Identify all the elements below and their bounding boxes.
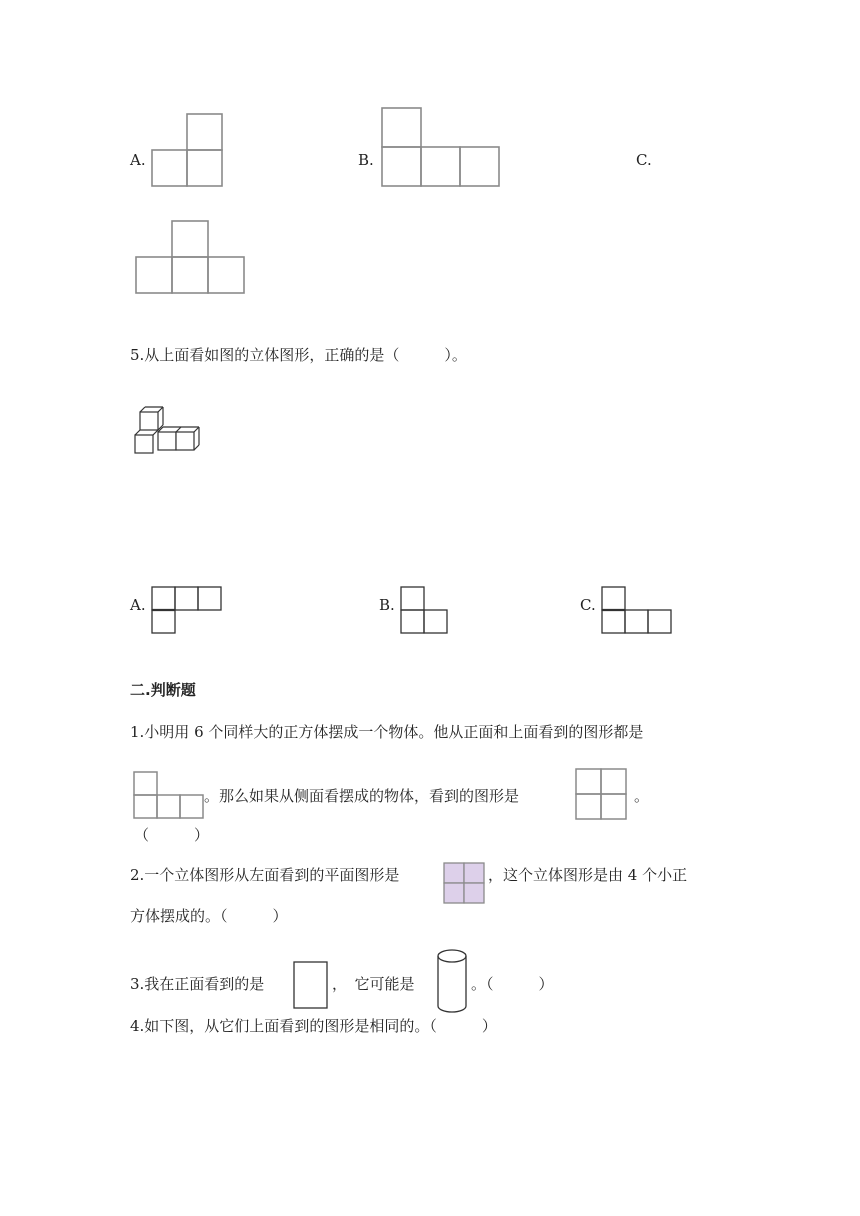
- judge-3-cylinder-figure: [436, 948, 470, 1014]
- q4-option-b-figure: [380, 106, 504, 190]
- judge-4-text: 4.如下图，从它们上面看到的图形是相同的。（ ）: [130, 1017, 497, 1035]
- judge-2-text-part-1: 2.一个立体图形从左面看到的平面图形是: [130, 866, 400, 884]
- q5-option-a-figure: [150, 585, 226, 635]
- q5-option-b-label: B.: [379, 596, 395, 614]
- judge-3-text-part-1: 3.我在正面看到的是: [130, 975, 265, 993]
- judge-2-text-part-2: ，这个立体图形是由 4 个小正: [488, 866, 688, 884]
- judge-1-line-2: 。那么如果从侧面看摆成的物体，看到的图形是: [204, 787, 520, 805]
- judge-3-text-part-3: 。（ ）: [471, 975, 554, 993]
- judge-2-left-view-figure: [443, 862, 487, 906]
- section-heading: 二.判断题: [130, 681, 196, 699]
- q5-option-c-figure: [600, 585, 676, 635]
- judge-1-front-view-figure: [132, 770, 206, 820]
- judge-1-end-mark: 。: [634, 787, 650, 805]
- judge-1-side-view-figure: [574, 767, 630, 821]
- q5-option-c-label: C.: [580, 596, 596, 614]
- judge-3-text-part-2: ， 它可能是: [332, 975, 415, 993]
- q4-option-b-label: B.: [358, 151, 374, 169]
- q4-option-a-figure: [150, 112, 226, 188]
- judge-1-answer-paren[interactable]: （ ）: [134, 826, 210, 844]
- judge-3-rectangle-figure: [293, 961, 329, 1011]
- judge-1-line-1: 1.小明用 6 个同样大的正方体摆成一个物体。他从正面和上面看到的图形都是: [130, 723, 644, 741]
- judge-2-line-2: 方体摆成的。（ ）: [130, 907, 288, 925]
- q5-option-b-figure: [399, 585, 451, 635]
- q5-question-text: 5.从上面看如图的立体图形，正确的是（ ）。: [130, 346, 467, 364]
- q4-option-c-label: C.: [636, 151, 652, 169]
- q5-option-a-label: A.: [130, 596, 146, 614]
- q4-option-a-label: A.: [130, 151, 146, 169]
- q4-option-c-figure: [135, 219, 249, 295]
- q5-cube-figure: [132, 406, 204, 458]
